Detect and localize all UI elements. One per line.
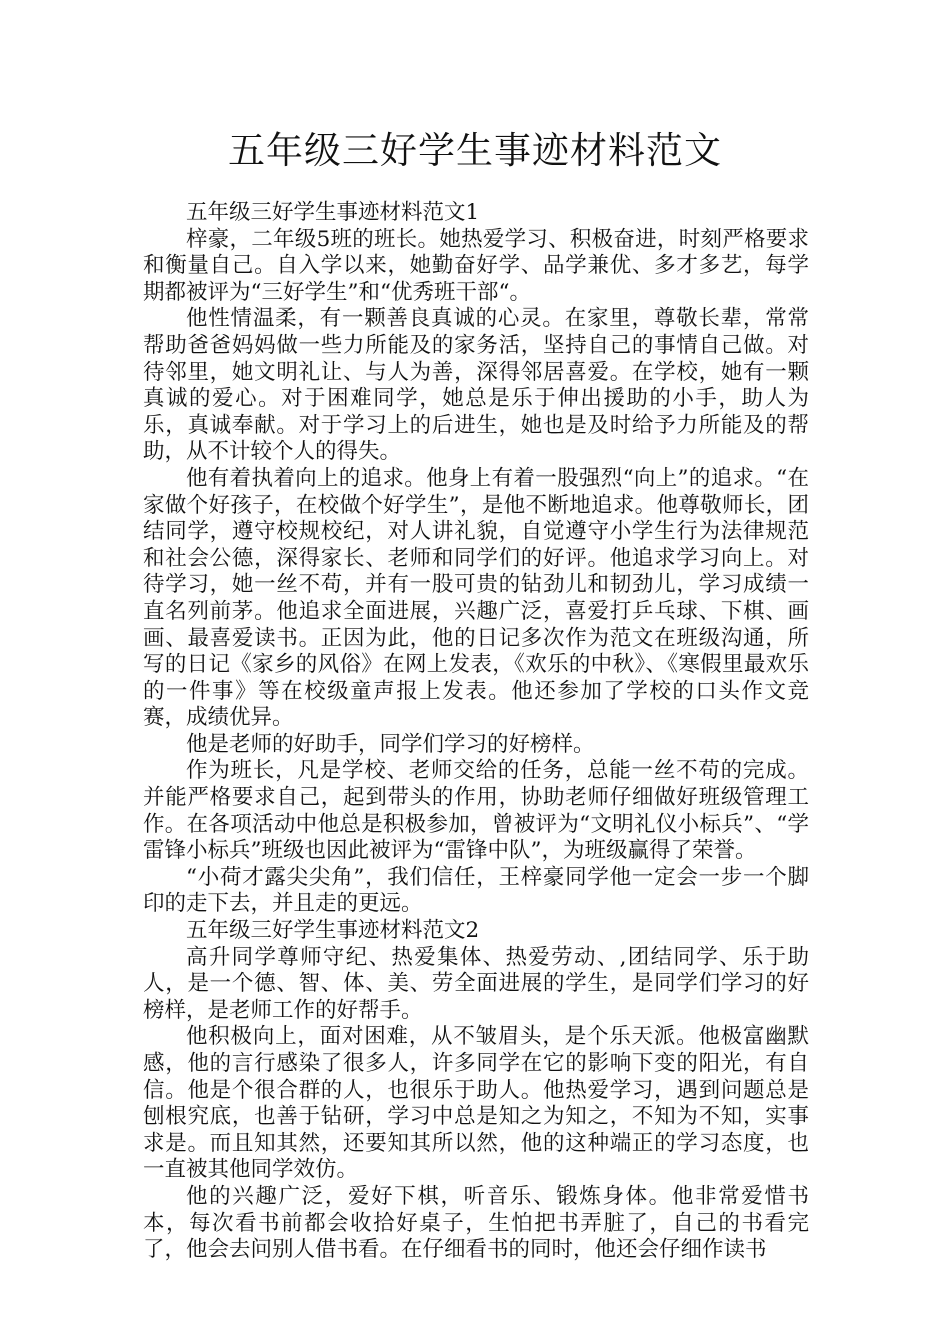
paragraph: 作为班长，凡是学校、老师交给的任务，总能一丝不苟的完成。并能严格要求自己，起到带头的作用，协助老师仔细做好班级管理工作。在各项活动中他总是积极参加，曾被评为“文明礼仪小标兵”、“学雷锋小标兵”班级也因此被评为“雷锋中队”，为班级赢得了荣誉。: [143, 758, 809, 864]
paragraph: 他的兴趣广泛，爱好下棋，听音乐、锻炼身体。他非常爱惜书本，每次看书前都会收拾好桌子，生怕把书弄脏了，自己的书看完了，他会去问别人借书看。在仔细看书的同时，他还会仔细作读书: [143, 1183, 809, 1263]
paragraph: 他有着执着向上的追求。他身上有着一股强烈“向上”的追求。“在家做个好孩子，在校做个好学生”，是他不断地追求。他尊敬师长，团结同学，遵守校规校纪，对人讲礼貌，自觉遵守小学生行为法律规范和社会公德，深得家长、老师和同学们的好评。他追求学习向上。对待学习，她一丝不苟，并有一股可贵的钻劲儿和韧劲儿，学习成绩一直名列前茅。他追求全面进展，兴趣广泛，喜爱打乒乓球、下棋、画画、最喜爱读书。正因为此，他的日记多次作为范文在班级沟通，所写的日记《家乡的风俗》在网上发表，《欢乐的中秋》、《寒假里最欢乐的一件事》等在校级童声报上发表。他还参加了学校的口头作文竞赛，成绩优异。: [143, 465, 809, 731]
section-heading-1: 五年级三好学生事迹材料范文1: [186, 200, 480, 225]
section-heading-2: 五年级三好学生事迹材料范文2: [186, 918, 480, 944]
paragraph: 他积极向上，面对困难，从不皱眉头，是个乐天派。他极富幽默感，他的言行感染了很多人，许多同学在它的影响下变的阳光，有自信。他是个很合群的人，也很乐于助人。他热爱学习，遇到问题总是刨根究底，也善于钻研，学习中总是知之为知之，不知为不知，实事求是。而且知其然，还要知其所以然，他的这种端正的学习态度，也一直被其他同学效仿。: [143, 1024, 809, 1183]
paragraph: “小荷才露尖尖角”，我们信任，王梓豪同学他一定会一步一个脚印的走下去，并且走的更远。: [143, 864, 809, 917]
document-title: 五年级三好学生事迹材料范文: [228, 129, 722, 172]
paragraph: 梓豪，二年级5班的班长。她热爱学习、积极奋进，时刻严格要求和衡量自己。自入学以来，她勤奋好学、品学兼优、多才多艺，每学期都被评为“三好学生”和“优秀班干部“。: [143, 226, 809, 305]
paragraph: 他是老师的好助手，同学们学习的好榜样。: [186, 731, 595, 757]
paragraph: 他性情温柔，有一颗善良真诚的心灵。在家里，尊敬长辈，常常帮助爸爸妈妈做一些力所能及的家务活，坚持自己的事情自己做。对待邻里，她文明礼让、与人为善，深得邻居喜爱。在学校，她有一颗真诚的爱心。对于困难同学，她总是乐于伸出援助的小手，助人为乐，真诚奉献。对于学习上的后进生，她也是及时给予力所能及的帮助，从不计较个人的得失。: [143, 306, 809, 465]
paragraph: 高升同学尊师守纪、热爱集体、热爱劳动、,团结同学、乐于助人，是一个德、智、体、美、劳全面进展的学生，是同学们学习的好榜样，是老师工作的好帮手。: [143, 944, 809, 1023]
document-body: [143, 200, 809, 1264]
